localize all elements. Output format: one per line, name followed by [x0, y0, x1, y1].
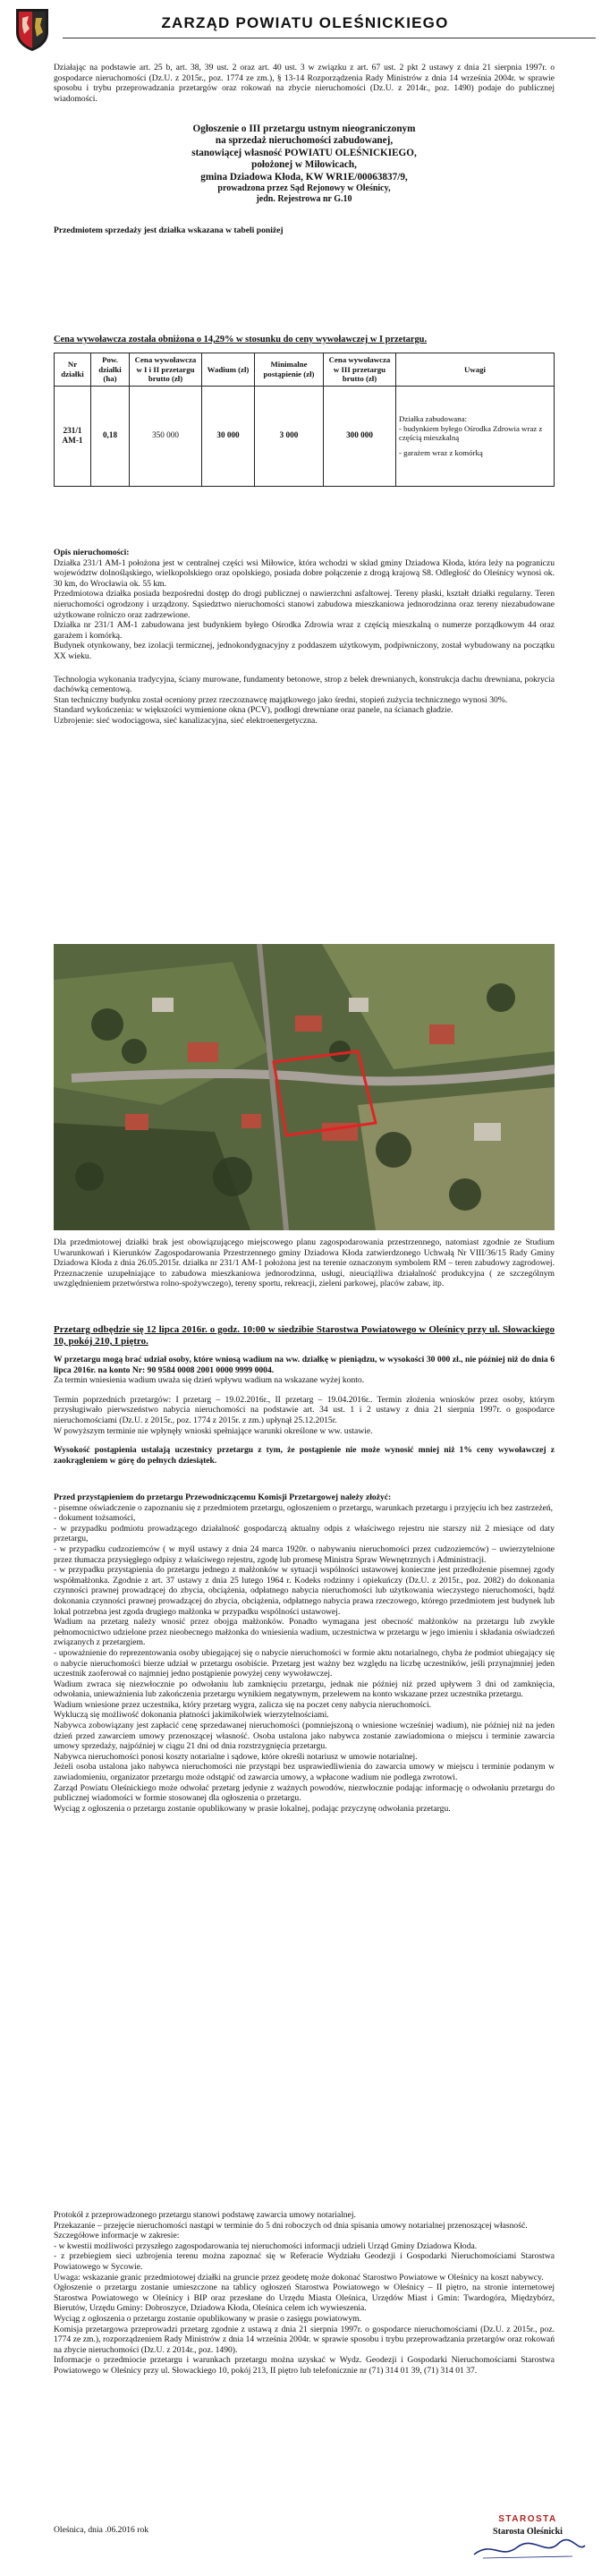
list-item: Wyciąg z ogłoszenia o przetargu zostanie opublikowany w prasie lokalnej, podając przyczynę odwołania przetargu. — [54, 1803, 451, 1814]
price-heading-section — [54, 335, 555, 345]
list-item: Wadium na przetarg należy wnosić przez obojga małżonków. Ponadto wymagana jest obecność małżonków na przetargu lub zwykłe pełnomocnictwo udzielone przez nieobecnego małżonka do wniesienia wadium, uczestnictwa w przetargu w jego imieniu i składania oświadczeń związanych z przetargiem. — [54, 1617, 555, 1648]
aerial-photo — [54, 944, 555, 1230]
list-item: - dokument tożsamości, — [54, 1513, 136, 1524]
closing-paragraph: Komisja przetargowa przeprowadzi przetarg zgodnie z ustawą z dnia 21 sierpnia 1997r. o gospodarce nieruchomościami (Dz.U. z 2015r., poz. 1774 ze zm.), rozporządzeniem Rady Ministrów z dnia 14 września 2004r. w sprawie sposobu i trybu przeprowadzania przetargów oraz rokowań na zbycie nieruchomości (Dz.U. z 2014r., poz. 1490). — [54, 2324, 555, 2355]
description-paragraph: Działka 231/1 AM-1 położona jest w centralnej części wsi Miłowice, która wchodzi w skład gminy Dziadowa Kłoda, która leży na pograniczu województw dolnośląskiego, wielkopolskiego oraz opolskiego, posiada dobre połączenie z drogą krajową S8. Odległość do Oleśnicy wynosi ok. 30 km, do Wrocławia ok. 55 km. — [54, 557, 555, 589]
description-title: Opis nieruchomości: — [54, 548, 130, 557]
cell-price-3: 300 000 — [324, 386, 396, 486]
table-header-row — [55, 353, 555, 387]
list-item: - w przypadku cudzoziemców ( w myśl ustawy z dnia 24 marca 1920r. o nabywaniu nieruchomości przez cudzoziemców) – uwierzytelnione przez tłumacza przysięgłego odpisy z właściwego rejestru, zgodę lub promesę Ministra Spraw Wewnętrznych i Administracji. — [54, 1543, 555, 1565]
remark: Działka zabudowana: — [399, 414, 467, 424]
description-section — [54, 548, 555, 727]
list-item: - w przypadku podmiotu prowadzącego działalność gospodarczą aktualny odpis z właściwego rejestru nie starszy niż 2 miesiące od daty przetargu, — [54, 1523, 555, 1544]
previous-auctions-note: W powyższym terminie nie wpłynęły wnioski spełniające warunki określone w ww. ustawie. — [54, 1425, 373, 1436]
cell-parcel-number: 231/1 AM-1 — [55, 386, 91, 486]
cell-remarks — [396, 386, 555, 486]
increment-rule: Wysokość postąpienia ustalają uczestnicy przetargu z tym, że postąpienie nie może wynosić mniej niż 1% ceny wywoławczej z zaokrągleniem w górę do pełnych dziesiątek. — [54, 1445, 555, 1466]
col-header: Pow. działki (ha) — [91, 353, 130, 387]
intro-section — [54, 63, 555, 104]
title-line-4: położonej w Miłowicach, — [251, 159, 357, 171]
conditions-section — [54, 1492, 555, 1814]
tech-paragraph: Stan techniczny budynku został oceniony przez rzeczoznawcę majątkowego jako średni, stopień zużycia technicznego wynosi 30%. — [54, 694, 508, 705]
description-paragraph: Przedmiotowa działka posiada bezpośredni dostęp do drogi publicznej o nawierzchni asfaltowej. Tereny płaski, kształt działki regularny. Teren nieruchomości ogrodzony i urządzony. Sąsiedztwo nieruchomości stanowi zabudowa mieszkaniowa jednorodzinna oraz tereny niezabudowane użytkowane rolniczo oraz zadrzewione. — [54, 589, 555, 620]
closing-section — [54, 2210, 555, 2376]
planning-paragraph: Dla przedmiotowej działki brak jest obowiązującego miejscowego planu zagospodarowania przestrzennego, natomiast zgodnie ze Studium Uwarunkowań i Kierunków Zagospodarowania Przestrzennego gminy Dziadowa Kłoda zatwierdzonego Uchwałą Nr VIII/36/15 Rady Gminy Dziadowa Kłoda z dnia 26.05.2015r. działka nr 231/1 AM-1 położona jest na terenie oznaczonym symbolem RM – teren zabudowy zagrodowej. Przeznaczenie uzupełniające to zabudowa mieszkaniowa jednorodzinna, usługi, nieuciążliwa działalność produkcyjna ( ze szczególnym uwzględnieniem przetwórstwa rolno-spożywczego), tereny sportu, rekreacji, zieleni parkowej, placów zabaw, itp. — [54, 1237, 555, 1289]
list-item: Wadium zwraca się niezwłocznie po odwołaniu lub zamknięciu przetargu, jednak nie później niż przed upływem 3 dni od zamknięcia, odwołania, unieważnienia lub zakończenia przetargu wynikiem negatywnym, przelewem na konto wskazane przez uczestnika przetargu. — [54, 1679, 555, 1700]
cell-price-1: 350 000 — [130, 386, 202, 486]
closing-paragraph: Protokół z przeprowadzonego przetargu stanowi podstawę zawarcia umowy notarialnej. — [54, 2210, 356, 2220]
cell-area: 0,18 — [91, 386, 130, 486]
closing-paragraph: Uwaga: wskazanie granic przedmiotowej działki na gruncie przez geodetę może dokonać Starostwo Powiatowe w Oleśnicy na koszt nabywcy. — [54, 2272, 544, 2283]
cell-increment: 3 000 — [255, 386, 324, 486]
conditions-list — [54, 1503, 555, 1815]
office-title: ZARZĄD POWIATU OLEŚNICKIEGO — [161, 14, 449, 31]
stamp-title: STAROSTA — [498, 2514, 557, 2524]
closing-paragraph: Wyciąg z ogłoszenia o przetargu zostanie opublikowany w prasie o zasięgu powiatowym. — [54, 2313, 361, 2324]
closing-paragraph: Informacje o przedmiocie przetargu i warunkach przetargu można uzyskać w Wydz. Geodezji i Gospodarki Nieruchomościami Starostwa Powiatowego w Oleśnicy przy ul. Słowackiego 10, pokój 213, II piętro lub telefonicznie nr (71) 314 01 39, (71) 314 01 37. — [54, 2355, 555, 2376]
tech-paragraph: Technologia wykonania tradycyjna, ściany murowane, fundamenty betonowe, strop z belek drewnianych, konstrukcja dachu drewniana, pokrycia dachówką cementową. — [54, 674, 555, 695]
col-header: Nr działki — [55, 353, 91, 387]
letterhead — [7, 5, 603, 57]
cell-deposit: 30 000 — [202, 386, 255, 486]
handwritten-signature-icon — [465, 2537, 590, 2562]
closing-paragraph: Szczegółowe informacje w zakresie: — [54, 2231, 180, 2241]
list-item: Nabywca nieruchomości ponosi koszty notarialne i sądowe, które określi notariusz w umowie notarialnej. — [54, 1751, 418, 1762]
col-header: Wadium (zł) — [202, 353, 255, 387]
remark: - garażem wraz z komórką — [399, 447, 483, 457]
previous-auctions: Termin poprzednich przetargów: I przetarg – 19.02.2016r., II przetarg – 19.04.2016r.. Termin złożenia wniosków przez osoby, którym przysługiwało pierwszeństwo nabycia nieruchomości na podstawie art. 34 ust. 1 i 2 ustawy z dnia 21 sierpnia 1997r. o gospodarce nieruchomościami (Dz.U. z 2015r., poz. 1774 z 2015r. z zm.) upłynął 25.12.2015r. — [54, 1394, 555, 1425]
list-item: - w przypadku przystąpienia do przetargu jednego z małżonków w sytuacji wspólności ustawowej konieczne jest przedłożenie pisemnej zgody współmałżonka. Zgodnie z art. 37 ustawy z dnia 25 lutego 1964 r. Kodeks rodzinny i opiekuńczy (Dz.U. z 2015r., poz. 2082) do dokonania czynności prawnej prowadzącej do zbycia, obciążenia, odpłatnego nabycia nieruchomości lub użytkowania wieczystego nieruchomości, bądź dokonania czynności prawnej prowadzącej do zbycia, obciążenia, odpłatnego nabycia prawa rzeczowego, którego przedmiotem jest budynek lub lokal potrzebna jest zgoda drugiego małżonka w przypadku wspólności ustawowej. — [54, 1565, 555, 1617]
closing-paragraph: Ogłoszenie o przetargu zostanie umieszczone na tablicy ogłoszeń Starostwa Powiatowego w Oleśnicy – II piętro, na stronie internetowej Starostwa Powiatowego w Oleśnicy i BIP oraz przesłane do Urzędu Miasta Oleśnica, Urzędów Miast i Gmin: Twardogóra, Międzybórz, Bierutów, Urzędu Gminy: Dobroszyce, Dziadowa Kłoda, Oleśnica celem ich wywieszenia. — [54, 2283, 555, 2314]
list-item: Wykluczą się możliwość dokonania płatności jakimikolwiek wierzytelnościami. — [54, 1710, 329, 1721]
col-header: Uwagi — [396, 353, 555, 387]
description-paragraph: Budynek otynkowany, bez izolacji termicznej, jednokondygnacyjny z poddaszem użytkowym, podpiwniczony, został wybudowany na początku XX wieku. — [54, 641, 555, 661]
title-line-6: prowadzona przez Sąd Rejonowy w Oleśnicy, — [217, 183, 391, 194]
tech-paragraph: Uzbrojenie: sieć wodociągowa, sieć kanalizacyjna, sieć elektroenergetyczna. — [54, 715, 318, 726]
aerial-map-image — [54, 944, 555, 1230]
closing-paragraph: - z przebiegiem sieci uzbrojenia terenu można zapoznać się w Referacie Wydziału Geodezji i Gospodarki Nieruchomościami Starostwa Powiatowego w Sycowie. — [54, 2251, 555, 2272]
subject-line: Przedmiotem sprzedaży jest działka wskazana w tabeli poniżej — [54, 225, 284, 235]
list-item: Nabywca zobowiązany jest zapłacić cenę sprzedawanej nieruchomości (pomniejszoną o wniesione wcześniej wadium), nie później niż na jeden dzień przed zawarciem umowy przenoszącej własność. Osoba ustalona jako nabywca zostanie zawiadomiona o miejscu i terminie zawarcia umowy sprzedaży, najpóźniej w ciągu 21 dni od dnia rozstrzygnięcia przetargu. — [54, 1721, 555, 1752]
description-paragraph: Działka nr 231/1 AM-1 zabudowana jest budynkiem byłego Ośrodka Zdrowia wraz z częścią mieszkalną o numerze porządkowym 44 oraz garażem i komórką. — [54, 620, 555, 641]
tech-paragraph: Standard wykończenia: w większości wymienione okna (PCV), podłogi drewniane oraz panele, na ścianach gładzie. — [54, 705, 453, 716]
list-item: - pisemne oświadczenie o zapoznaniu się z przedmiotem przetargu, ogłoszeniem o przetargu, warunkach przetargu i przyjęciu ich bez zastrzeżeń, — [54, 1502, 554, 1513]
title-line-1: Ogłoszenie o III przetargu ustnym nieograniczonym — [192, 123, 416, 134]
issue-date: Oleśnica, dnia .06.2016 rok — [54, 2525, 149, 2535]
conditions-title: Przed przystąpieniem do przetargu Przewodniczącemu Komisji Przetargowej należy złożyć: — [54, 1492, 392, 1502]
deposit-info: W przetargu mogą brać udział osoby, które wniosą wadium na ww. działkę w pieniądzu, w wysokości 30 000 zł., nie później niż do dnia 6 lipca 2016r. na konto Nr: 90 9584 0008 2001 0000 9999 0004. — [54, 1355, 555, 1375]
coat-of-arms-icon — [14, 7, 50, 52]
closing-paragraph: - w kwestii możliwości przyszłego zagospodarowania tej nieruchomości informacji udzieli Urząd Gminy Dziadowa Kłoda. — [54, 2240, 478, 2251]
auction-section — [54, 1324, 555, 1466]
title-line-2: na sprzedaż nieruchomości zabudowanej, — [215, 135, 394, 147]
price-heading: Cena wywoławcza została obniżona o 14,29% w stosunku do ceny wywoławczej w I przetargu. — [54, 335, 428, 344]
subject-section — [54, 225, 555, 236]
title-line-5: gmina Dziadowa Kłoda, KW WR1E/00063837/9, — [200, 171, 408, 183]
legal-basis: Działając na podstawie art. 25 b, art. 38, 39 ust. 2 oraz art. 40 ust. 3 w związku z art. 67 ust. 2 pkt 2 ustawy z dnia 21 sierpnia 1997r. o gospodarce nieruchomości (Dz.U. z 2015r., poz. 1774 ze zm.), § 13-14 Rozporządzenia Rady Ministrów z dnia 14 września 2004r. w sprawie sposobu i trybu przeprowadzania przetargów oraz rokowań na zbycie nieruchomości (Dz.U. z 2014r., poz. 1490) podaje do publicznej wiadomości. — [54, 63, 555, 104]
announcement-title — [54, 123, 555, 205]
stamp-name: Starosta Oleśnicki — [493, 2526, 563, 2537]
title-line-7: jedn. Rejestrowa nr G.10 — [256, 194, 352, 205]
signature-stamp — [465, 2514, 590, 2568]
title-line-3: stanowiącej własność POWIATU OLEŚNICKIEGO, — [191, 147, 417, 158]
closing-paragraph: Przekazanie – przejęcie nieruchomości nastąpi w terminie do 5 dni roboczych od dnia spisania umowy notarialnej przenoszącej własność. — [54, 2220, 528, 2231]
auction-date: Przetarg odbędzie się 12 lipca 2016r. o godz. 10:00 w siedzibie Starostwa Powiatowego w Oleśnicy przy ul. Słowackiego 10, pokój 210, I piętro. — [54, 1324, 555, 1347]
planning-section — [54, 1237, 555, 1289]
col-header: Minimalne postąpienie (zł) — [255, 353, 324, 387]
list-item: Jeżeli osoba ustalona jako nabywca nieruchomości nie przystąpi bez usprawiedliwienia do zawarcia umowy w miejscu i terminie podanym w zawiadomieniu, organizator przetargu może odstąpić od zawarcia umowy, a wpłacone wadium nie podlega zwrotowi. — [54, 1762, 555, 1783]
remark: - budynkiem byłego Ośrodka Zdrowia wraz z częścią mieszkalną — [399, 423, 543, 443]
list-item: Zarząd Powiatu Oleśnickiego może odwołać przetarg jedynie z ważnych powodów, niezwłocznie podając informację o odwołaniu przetargu do publicznej wiadomości w formie stosowanej dla ogłoszenia o przetargu. — [54, 1782, 555, 1804]
list-item: - upoważnienie do reprezentowania osoby ubiegającej się o nabycie nieruchomości w formie aktu notarialnego, chyba że podmiot ubiegający się o nabycie nieruchomości bierze udział w przetargu osobiście. Przetarg jest ważny bez względu na liczbę uczestników, jeśli przynajmniej jeden uczestnik zaoferował co najmniej jedno postąpienie powyżej ceny wywoławczej. — [54, 1647, 555, 1679]
col-header: Cena wywoławcza w III przetargu brutto (zł) — [324, 353, 396, 387]
list-item: Wadium wniesione przez uczestnika, który przetarg wygra, zalicza się na poczet ceny nabycia nieruchomości. — [54, 1699, 432, 1710]
price-table — [54, 353, 555, 487]
deposit-note: Za termin wniesienia wadium uważa się dzień wpływu wadium na wskazane wyżej konto. — [54, 1375, 365, 1386]
table-row — [55, 386, 555, 486]
col-header: Cena wywoławcza w I i II przetargu brutto (zł) — [130, 353, 202, 387]
